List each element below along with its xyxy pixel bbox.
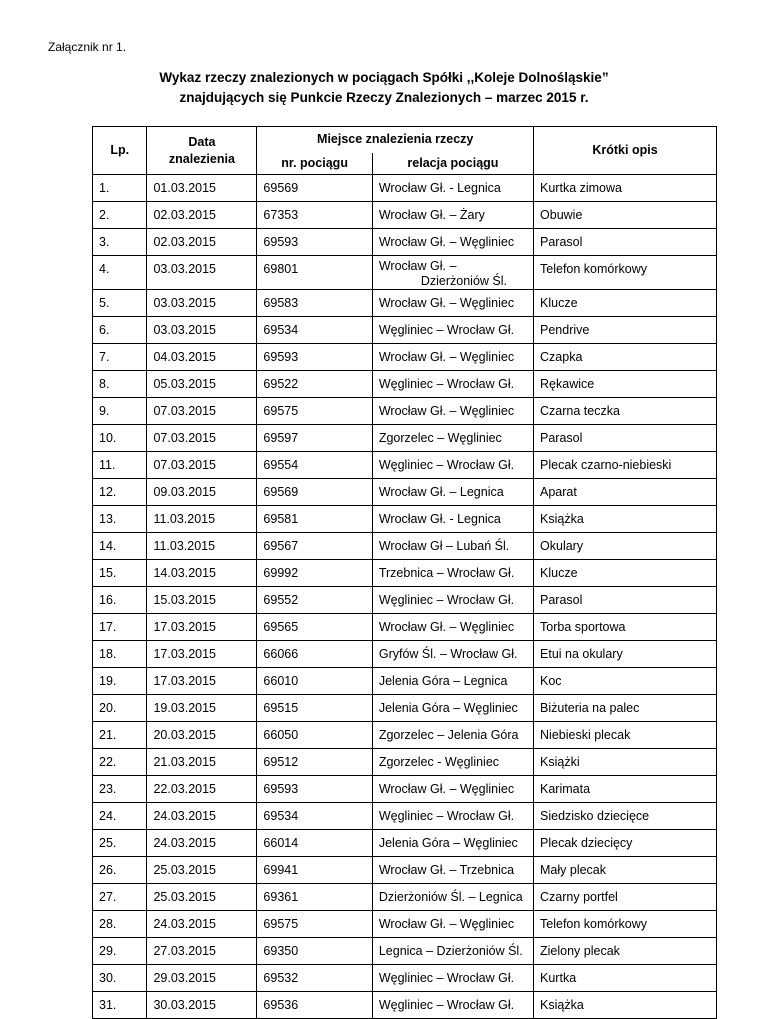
table-row — [93, 830, 717, 857]
cell-description: Kurtka — [534, 965, 717, 992]
cell-description: Plecak dziecięcy — [534, 830, 717, 857]
table-row — [93, 371, 717, 398]
cell-train-number: 69532 — [257, 965, 372, 992]
cell-train-number: 66010 — [257, 668, 372, 695]
cell-description: Czarny portfel — [534, 884, 717, 911]
cell-description: Pendrive — [534, 317, 717, 344]
cell-route: Jelenia Góra – Legnica — [372, 668, 533, 695]
cell-train-number: 69941 — [257, 857, 372, 884]
cell-train-number: 69597 — [257, 425, 372, 452]
cell-description: Zielony plecak — [534, 938, 717, 965]
cell-description: Karimata — [534, 776, 717, 803]
cell-lp: 2. — [93, 202, 147, 229]
table-row — [93, 911, 717, 938]
cell-description: Okulary — [534, 533, 717, 560]
cell-date: 03.03.2015 — [147, 256, 257, 290]
header-date-line-1: Data — [188, 134, 216, 149]
cell-train-number: 69361 — [257, 884, 372, 911]
cell-lp: 14. — [93, 533, 147, 560]
cell-date: 25.03.2015 — [147, 857, 257, 884]
route-line-2: Dzierżoniów Śl. — [420, 274, 507, 288]
cell-date: 21.03.2015 — [147, 749, 257, 776]
cell-route: Wrocław Gł. – Trzebnica — [372, 857, 533, 884]
cell-lp: 29. — [93, 938, 147, 965]
cell-lp: 23. — [93, 776, 147, 803]
cell-description: Książka — [534, 992, 717, 1019]
cell-route: Węgliniec – Wrocław Gł. — [372, 965, 533, 992]
cell-date: 02.03.2015 — [147, 202, 257, 229]
cell-lp: 15. — [93, 560, 147, 587]
cell-train-number: 69554 — [257, 452, 372, 479]
cell-lp: 9. — [93, 398, 147, 425]
cell-lp: 12. — [93, 479, 147, 506]
cell-train-number: 69552 — [257, 587, 372, 614]
table-row — [93, 506, 717, 533]
cell-date: 22.03.2015 — [147, 776, 257, 803]
cell-train-number: 69536 — [257, 992, 372, 1019]
table-row — [93, 587, 717, 614]
cell-route: Węgliniec – Wrocław Gł. — [372, 371, 533, 398]
table-row — [93, 317, 717, 344]
cell-route: Wrocław Gł – Lubań Śl. — [372, 533, 533, 560]
cell-train-number: 69992 — [257, 560, 372, 587]
cell-date: 19.03.2015 — [147, 695, 257, 722]
cell-lp: 25. — [93, 830, 147, 857]
cell-description: Książki — [534, 749, 717, 776]
cell-lp: 18. — [93, 641, 147, 668]
cell-train-number: 69565 — [257, 614, 372, 641]
table-row — [93, 965, 717, 992]
cell-route: Gryfów Śl. – Wrocław Gł. — [372, 641, 533, 668]
cell-description: Telefon komórkowy — [534, 256, 717, 290]
cell-route: Zgorzelec - Węgliniec — [372, 749, 533, 776]
cell-date: 01.03.2015 — [147, 175, 257, 202]
cell-description: Kurtka zimowa — [534, 175, 717, 202]
cell-route: Węgliniec – Wrocław Gł. — [372, 452, 533, 479]
cell-route: Legnica – Dzierżoniów Śl. — [372, 938, 533, 965]
cell-train-number: 69515 — [257, 695, 372, 722]
title-line-1: Wykaz rzeczy znalezionych w pociągach Spółki ,,Koleje Dolnośląskie” — [159, 70, 609, 85]
cell-route: Wrocław Gł. – Węgliniec — [372, 398, 533, 425]
cell-route: Jelenia Góra – Węgliniec — [372, 695, 533, 722]
cell-train-number: 69522 — [257, 371, 372, 398]
cell-description: Czarna teczka — [534, 398, 717, 425]
table-row — [93, 533, 717, 560]
table-row — [93, 202, 717, 229]
cell-train-number: 69593 — [257, 229, 372, 256]
cell-route: Zgorzelec – Węgliniec — [372, 425, 533, 452]
table-row — [93, 695, 717, 722]
title-line-2: znajdujących się Punkcie Rzeczy Znalezionych – marzec 2015 r. — [179, 90, 589, 105]
cell-description: Etui na okulary — [534, 641, 717, 668]
cell-description: Siedzisko dziecięce — [534, 803, 717, 830]
cell-train-number: 69575 — [257, 911, 372, 938]
table-row — [93, 425, 717, 452]
cell-route: Zgorzelec – Jelenia Góra — [372, 722, 533, 749]
cell-date: 11.03.2015 — [147, 533, 257, 560]
table-row — [93, 614, 717, 641]
cell-train-number: 66014 — [257, 830, 372, 857]
cell-train-number: 69581 — [257, 506, 372, 533]
cell-route: Wrocław Gł. – Węgliniec — [372, 229, 533, 256]
table-row — [93, 290, 717, 317]
table-row — [93, 641, 717, 668]
header-date-line-2: znalezienia — [168, 151, 235, 166]
cell-route: Wrocław Gł. – Węgliniec — [372, 911, 533, 938]
cell-lp: 4. — [93, 256, 147, 290]
cell-lp: 17. — [93, 614, 147, 641]
cell-date: 07.03.2015 — [147, 452, 257, 479]
cell-date: 14.03.2015 — [147, 560, 257, 587]
cell-lp: 6. — [93, 317, 147, 344]
cell-description: Plecak czarno-niebieski — [534, 452, 717, 479]
cell-route: Wrocław Gł. – Węgliniec — [372, 290, 533, 317]
table-row — [93, 479, 717, 506]
cell-date: 11.03.2015 — [147, 506, 257, 533]
cell-route: Węgliniec – Wrocław Gł. — [372, 587, 533, 614]
cell-train-number: 69350 — [257, 938, 372, 965]
cell-description: Koc — [534, 668, 717, 695]
header-description: Krótki opis — [534, 127, 717, 175]
table-row — [93, 668, 717, 695]
table-row — [93, 803, 717, 830]
header-place: Miejsce znalezienia rzeczy — [257, 127, 534, 153]
table-row — [93, 722, 717, 749]
cell-lp: 11. — [93, 452, 147, 479]
cell-lp: 27. — [93, 884, 147, 911]
cell-description: Torba sportowa — [534, 614, 717, 641]
cell-route: Dzierżoniów Śl. – Legnica — [372, 884, 533, 911]
cell-train-number: 69801 — [257, 256, 372, 290]
cell-train-number: 66050 — [257, 722, 372, 749]
header-lp: Lp. — [93, 127, 147, 175]
cell-lp: 16. — [93, 587, 147, 614]
cell-route: Węgliniec – Wrocław Gł. — [372, 992, 533, 1019]
cell-lp: 28. — [93, 911, 147, 938]
cell-lp: 26. — [93, 857, 147, 884]
cell-date: 04.03.2015 — [147, 344, 257, 371]
cell-train-number: 69575 — [257, 398, 372, 425]
cell-lp: 3. — [93, 229, 147, 256]
cell-date: 03.03.2015 — [147, 317, 257, 344]
cell-date: 07.03.2015 — [147, 425, 257, 452]
cell-route: Jelenia Góra – Węgliniec — [372, 830, 533, 857]
cell-date: 02.03.2015 — [147, 229, 257, 256]
cell-train-number: 69569 — [257, 175, 372, 202]
cell-route: Wrocław Gł. – Żary — [372, 202, 533, 229]
cell-train-number: 66066 — [257, 641, 372, 668]
cell-lp: 10. — [93, 425, 147, 452]
cell-lp: 5. — [93, 290, 147, 317]
cell-description: Niebieski plecak — [534, 722, 717, 749]
cell-description: Telefon komórkowy — [534, 911, 717, 938]
header-route: relacja pociągu — [372, 153, 533, 175]
cell-date: 24.03.2015 — [147, 911, 257, 938]
annex-label: Załącznik nr 1. — [48, 40, 127, 54]
cell-description: Mały plecak — [534, 857, 717, 884]
cell-date: 05.03.2015 — [147, 371, 257, 398]
cell-lp: 21. — [93, 722, 147, 749]
cell-date: 17.03.2015 — [147, 614, 257, 641]
cell-date: 03.03.2015 — [147, 290, 257, 317]
cell-date: 17.03.2015 — [147, 668, 257, 695]
cell-lp: 20. — [93, 695, 147, 722]
table-row — [93, 776, 717, 803]
cell-description: Książka — [534, 506, 717, 533]
cell-description: Parasol — [534, 229, 717, 256]
cell-route: Wrocław Gł. – Węgliniec — [372, 614, 533, 641]
cell-train-number: 69567 — [257, 533, 372, 560]
cell-date: 29.03.2015 — [147, 965, 257, 992]
cell-route: Wrocław Gł. – Legnica — [372, 479, 533, 506]
cell-date: 24.03.2015 — [147, 830, 257, 857]
cell-lp: 22. — [93, 749, 147, 776]
table-row — [93, 992, 717, 1019]
cell-train-number: 69512 — [257, 749, 372, 776]
cell-lp: 7. — [93, 344, 147, 371]
cell-description: Biżuteria na palec — [534, 695, 717, 722]
cell-date: 17.03.2015 — [147, 641, 257, 668]
table-row — [93, 229, 717, 256]
table-row — [93, 398, 717, 425]
cell-route: Wrocław Gł. – Węgliniec — [372, 344, 533, 371]
cell-description: Klucze — [534, 290, 717, 317]
cell-lp: 31. — [93, 992, 147, 1019]
header-date — [147, 127, 257, 175]
cell-train-number: 69569 — [257, 479, 372, 506]
cell-route: Trzebnica – Wrocław Gł. — [372, 560, 533, 587]
cell-description: Czapka — [534, 344, 717, 371]
cell-train-number: 69593 — [257, 344, 372, 371]
cell-description: Aparat — [534, 479, 717, 506]
cell-lp: 13. — [93, 506, 147, 533]
cell-train-number: 69534 — [257, 317, 372, 344]
cell-lp: 24. — [93, 803, 147, 830]
header-train-number: nr. pociągu — [257, 153, 372, 175]
cell-train-number: 69583 — [257, 290, 372, 317]
table-row — [93, 857, 717, 884]
cell-date: 15.03.2015 — [147, 587, 257, 614]
cell-date: 07.03.2015 — [147, 398, 257, 425]
cell-lp: 30. — [93, 965, 147, 992]
table-row — [93, 884, 717, 911]
table-row — [93, 749, 717, 776]
cell-lp: 1. — [93, 175, 147, 202]
cell-lp: 8. — [93, 371, 147, 398]
cell-date: 25.03.2015 — [147, 884, 257, 911]
cell-route: Węgliniec – Wrocław Gł. — [372, 803, 533, 830]
table-row — [93, 344, 717, 371]
cell-description: Rękawice — [534, 371, 717, 398]
lost-items-table — [92, 126, 717, 1019]
table-row — [93, 452, 717, 479]
cell-description: Parasol — [534, 425, 717, 452]
document-title — [0, 68, 768, 108]
cell-train-number: 69534 — [257, 803, 372, 830]
cell-route: Wrocław Gł. – Węgliniec — [372, 776, 533, 803]
cell-lp: 19. — [93, 668, 147, 695]
cell-date: 27.03.2015 — [147, 938, 257, 965]
cell-description: Klucze — [534, 560, 717, 587]
table-row — [93, 560, 717, 587]
cell-train-number: 67353 — [257, 202, 372, 229]
cell-description: Parasol — [534, 587, 717, 614]
cell-description: Obuwie — [534, 202, 717, 229]
cell-date: 24.03.2015 — [147, 803, 257, 830]
table-row — [93, 256, 717, 290]
cell-route: Węgliniec – Wrocław Gł. — [372, 317, 533, 344]
cell-date: 30.03.2015 — [147, 992, 257, 1019]
cell-route: Wrocław Gł. - Legnica — [372, 175, 533, 202]
table-row — [93, 175, 717, 202]
cell-date: 09.03.2015 — [147, 479, 257, 506]
cell-date: 20.03.2015 — [147, 722, 257, 749]
cell-train-number: 69593 — [257, 776, 372, 803]
cell-route: Wrocław Gł. - Legnica — [372, 506, 533, 533]
cell-route — [372, 256, 533, 290]
route-line-1: Wrocław Gł. – — [378, 259, 457, 273]
table-row — [93, 938, 717, 965]
